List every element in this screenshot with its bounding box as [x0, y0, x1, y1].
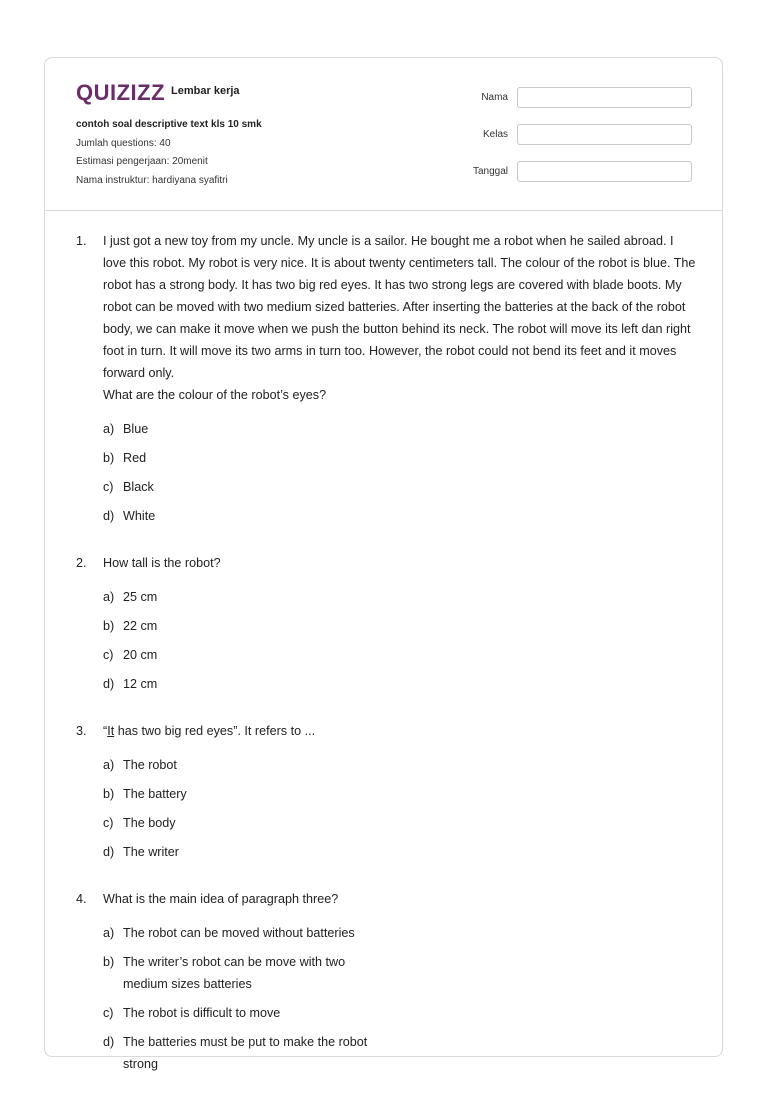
option-a[interactable]	[103, 922, 402, 944]
date-field-row	[473, 159, 692, 183]
question-number: 4.	[76, 892, 87, 906]
option-b[interactable]	[103, 783, 402, 805]
option-text: Red	[123, 451, 147, 465]
class-field[interactable]	[517, 124, 692, 145]
question-2	[76, 552, 696, 702]
question-number: 1.	[76, 234, 87, 248]
worksheet-label: Lembar kerja	[171, 85, 240, 97]
name-field[interactable]	[517, 87, 692, 108]
options	[76, 586, 696, 702]
date-label: Tanggal	[472, 165, 508, 177]
option-letter: c)	[103, 648, 114, 662]
option-letter: b)	[103, 451, 115, 465]
option-b[interactable]	[103, 447, 402, 469]
option-d[interactable]	[103, 505, 402, 527]
option-letter: b)	[103, 955, 115, 969]
class-label: Kelas	[482, 128, 508, 140]
option-b[interactable]	[103, 951, 402, 995]
option-text: Black	[123, 480, 154, 494]
question-list	[76, 230, 696, 1100]
option-c[interactable]	[103, 476, 402, 498]
name-field-row	[473, 85, 692, 109]
option-letter: a)	[103, 590, 115, 604]
logo-row	[76, 80, 240, 106]
question-text: How tall is the robot?	[103, 556, 221, 570]
question-prompt: What are the colour of the robot’s eyes?	[103, 388, 327, 402]
underlined-word: It	[107, 724, 115, 738]
option-text: The battery	[123, 787, 187, 801]
option-c[interactable]	[103, 1002, 402, 1024]
time-estimate: Estimasi pengerjaan: 20menit	[76, 156, 208, 167]
worksheet-title: contoh soal descriptive text kls 10 smk	[76, 119, 262, 130]
option-a[interactable]	[103, 754, 402, 776]
option-text: 12 cm	[123, 677, 158, 691]
option-text: The robot is difficult to move	[123, 1006, 281, 1020]
option-text: The batteries must be put to make the robot strong	[123, 1035, 368, 1071]
option-text: White	[123, 509, 156, 523]
option-a[interactable]	[103, 586, 402, 608]
option-text: 20 cm	[123, 648, 158, 662]
question-4	[76, 888, 696, 1082]
option-a[interactable]	[103, 418, 402, 440]
name-label: Nama	[481, 91, 508, 103]
option-letter: a)	[103, 422, 115, 436]
quote-open: “	[103, 724, 108, 738]
question-1	[76, 230, 696, 534]
question-passage: I just got a new toy from my uncle. My uncle is a sailor. He bought me a robot when he sailed abroad. I love this robot. My robot is very nice. It is about twenty centimeters tall. The colour of the robot is blue. The robot has a strong body. It has two big red eyes. It has two strong legs are covered with blade boots. My robot can be moved with two medium sized batteries. After inserting the batteries at the back of the robot body, we can make it move when we push the button behind its neck. The robot will move its left dan right foot in turn. It will move its two arms in turn too. However, the robot could not bend its feet and it moves forward only.	[103, 234, 696, 380]
worksheet-header	[45, 58, 722, 211]
option-letter: d)	[103, 509, 115, 523]
option-letter: d)	[103, 845, 115, 859]
question-text-rest: has two big red eyes”. It refers to ...	[114, 724, 316, 738]
question-text: What is the main idea of paragraph three?	[103, 892, 339, 906]
instructor-name: Nama instruktur: hardiyana syafitri	[76, 174, 228, 186]
option-text: The robot can be moved without batteries	[123, 926, 355, 940]
question-count: Jumlah questions: 40	[76, 137, 171, 149]
option-text: Blue	[123, 422, 149, 436]
option-letter: a)	[103, 926, 115, 940]
option-text: 25 cm	[123, 590, 158, 604]
options	[76, 922, 696, 1082]
option-letter: c)	[103, 1006, 114, 1020]
option-d[interactable]	[103, 841, 402, 863]
quizizz-logo: QUIZIZZ	[76, 80, 166, 105]
option-letter: d)	[103, 677, 115, 691]
date-field[interactable]	[517, 161, 692, 182]
option-letter: c)	[103, 480, 114, 494]
option-text: 22 cm	[123, 619, 158, 633]
option-d[interactable]	[103, 673, 402, 695]
worksheet	[44, 57, 723, 1071]
question-text	[103, 720, 696, 742]
option-c[interactable]	[103, 644, 402, 666]
option-letter: b)	[103, 619, 115, 633]
option-text: The body	[123, 816, 176, 830]
option-text: The writer	[123, 845, 179, 859]
question-3	[76, 720, 696, 870]
worksheet-meta	[76, 116, 262, 190]
options	[76, 754, 696, 870]
option-letter: a)	[103, 758, 115, 772]
question-number: 2.	[76, 556, 87, 570]
student-fields	[473, 85, 692, 196]
option-b[interactable]	[103, 615, 402, 637]
option-d[interactable]	[103, 1031, 402, 1075]
option-letter: c)	[103, 816, 114, 830]
options	[76, 418, 696, 534]
class-field-row	[473, 122, 692, 146]
option-text: The robot	[123, 758, 177, 772]
option-letter: b)	[103, 787, 115, 801]
option-letter: d)	[103, 1035, 115, 1049]
question-number: 3.	[76, 724, 87, 738]
option-text: The writer’s robot can be move with two medium sizes batteries	[123, 955, 346, 991]
option-c[interactable]	[103, 812, 402, 834]
